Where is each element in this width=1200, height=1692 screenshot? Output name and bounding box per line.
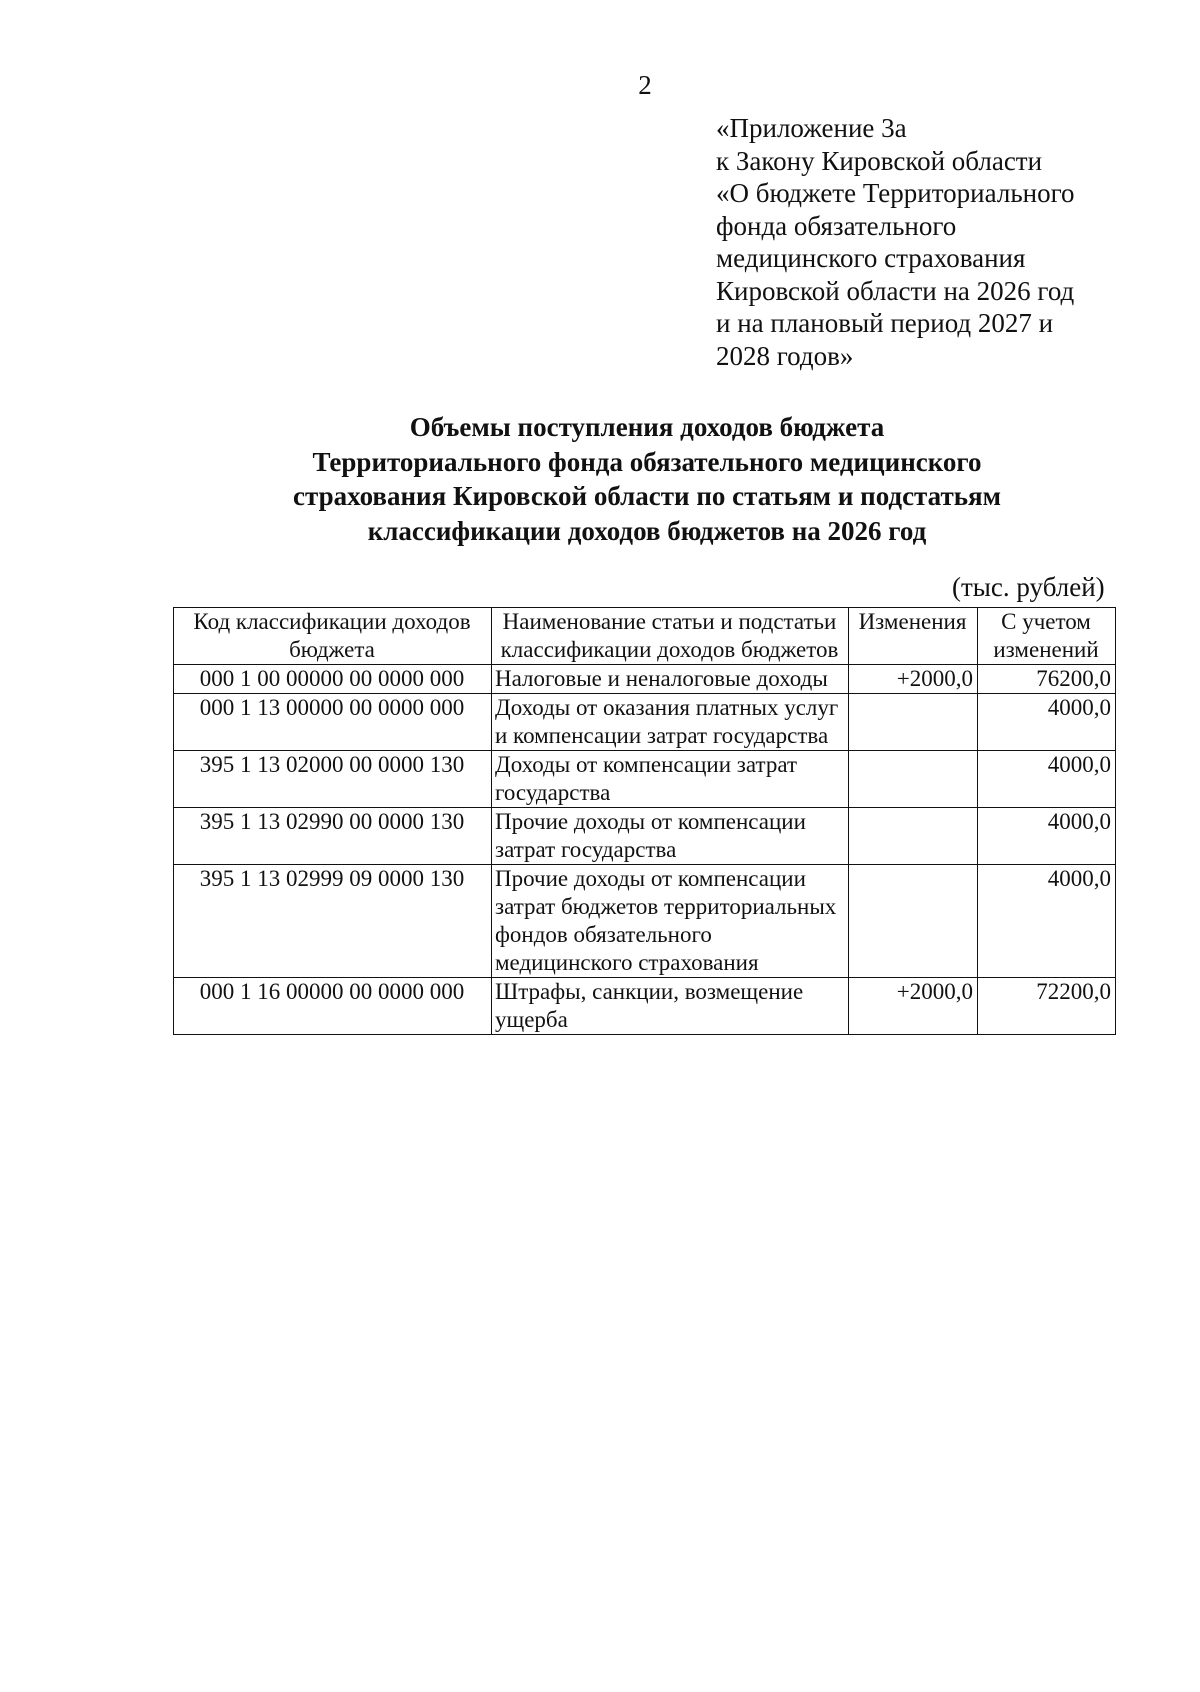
title-line: Объемы поступления доходов бюджета xyxy=(409,412,885,442)
table-row xyxy=(174,665,1116,694)
table-row xyxy=(174,751,1116,808)
cell-total: 4000,0 xyxy=(978,865,1116,978)
cell-name: Налоговые и неналоговые доходы xyxy=(492,665,849,694)
header-change: Изменения xyxy=(849,608,978,665)
cell-change xyxy=(849,694,978,751)
cell-code: 395 1 13 02000 00 0000 130 xyxy=(174,751,492,808)
cell-total: 4000,0 xyxy=(978,694,1116,751)
cell-name: Штрафы, санкции, возмещение ущерба xyxy=(492,978,849,1035)
appendix-line: фонда обязательного xyxy=(716,210,957,241)
page-number: 2 xyxy=(638,70,652,100)
appendix-line: 2028 годов» xyxy=(716,340,854,371)
cell-total: 72200,0 xyxy=(978,978,1116,1035)
units-label: (тыс. рублей) xyxy=(952,572,1105,602)
cell-change xyxy=(849,751,978,808)
header-name: Наименование статьи и подстатьи классификации доходов бюджетов xyxy=(492,608,849,665)
appendix-line: к Закону Кировской области xyxy=(716,145,1043,176)
document-title xyxy=(172,410,1122,548)
table-row xyxy=(174,865,1116,978)
cell-total: 76200,0 xyxy=(978,665,1116,694)
cell-code: 395 1 13 02999 09 0000 130 xyxy=(174,865,492,978)
appendix-line: Кировской области на 2026 год xyxy=(716,275,1075,306)
cell-name: Прочие доходы от компенсации затрат бюджетов территориальных фондов обязательного медицинского страхования xyxy=(492,865,849,978)
cell-code: 000 1 00 00000 00 0000 000 xyxy=(174,665,492,694)
appendix-line: «Приложение 3а xyxy=(716,113,907,143)
appendix-line: «О бюджете Территориального xyxy=(716,178,1075,208)
cell-code: 000 1 16 00000 00 0000 000 xyxy=(174,978,492,1035)
cell-change xyxy=(849,808,978,865)
cell-name: Доходы от оказания платных услуг и компенсации затрат государства xyxy=(492,694,849,751)
header-total: С учетом изменений xyxy=(978,608,1116,665)
table-row xyxy=(174,808,1116,865)
cell-name: Доходы от компенсации затрат государства xyxy=(492,751,849,808)
title-line: страхования Кировской области по статьям и подстатьям xyxy=(293,481,1001,511)
cell-code: 395 1 13 02990 00 0000 130 xyxy=(174,808,492,865)
title-line: классификации доходов бюджетов на 2026 год xyxy=(367,515,927,546)
table-row xyxy=(174,978,1116,1035)
cell-change: +2000,0 xyxy=(849,665,978,694)
appendix-line: медицинского страхования xyxy=(716,243,1026,273)
cell-name: Прочие доходы от компенсации затрат государства xyxy=(492,808,849,865)
cell-total: 4000,0 xyxy=(978,808,1116,865)
cell-change xyxy=(849,865,978,978)
cell-code: 000 1 13 00000 00 0000 000 xyxy=(174,694,492,751)
cell-total: 4000,0 xyxy=(978,751,1116,808)
title-line: Территориального фонда обязательного медицинского xyxy=(312,446,982,477)
appendix-line: и на плановый период 2027 и xyxy=(716,308,1054,338)
table-header-row xyxy=(174,608,1116,665)
cell-change: +2000,0 xyxy=(849,978,978,1035)
table-row xyxy=(174,694,1116,751)
income-table xyxy=(173,607,1116,1035)
header-code: Код классификации доходов бюджета xyxy=(174,608,492,665)
appendix-reference xyxy=(716,112,1136,372)
